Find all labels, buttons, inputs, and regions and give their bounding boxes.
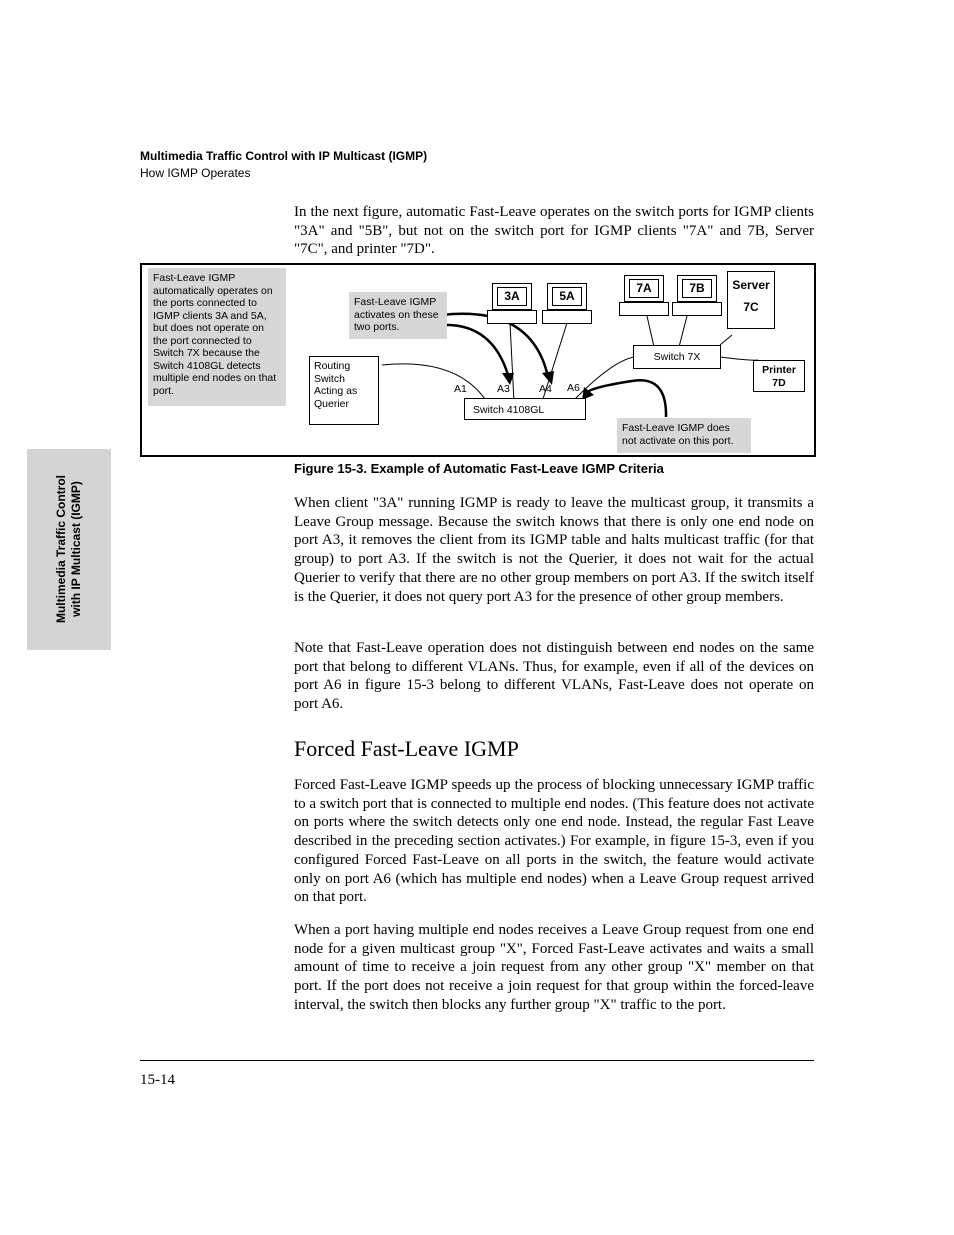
section-title: How IGMP Operates xyxy=(140,166,251,180)
client-7a-keyboard-icon xyxy=(619,302,669,316)
printer-id: 7D xyxy=(772,377,786,389)
port-a3-label: A3 xyxy=(497,383,510,395)
running-head xyxy=(140,148,427,182)
side-tab-label xyxy=(54,469,84,629)
client-3a-monitor-icon xyxy=(492,283,532,310)
figure-15-3 xyxy=(140,263,816,457)
port-a1-label: A1 xyxy=(454,383,467,395)
fast-leave-explanation-callout: Fast-Leave IGMP automatically operates on the ports connected to IGMP clients 3A and 5A, but does not operate on the port connected to Switch 7X because the Switch 4108GL detects multiple end nodes on that port. xyxy=(148,268,286,406)
querier-label: Routing Switch Acting as Querier xyxy=(314,360,358,410)
client-3a-keyboard-icon xyxy=(487,310,537,324)
client-5a-keyboard-icon xyxy=(542,310,592,324)
client-5a-monitor-icon xyxy=(547,283,587,310)
intro-paragraph: In the next figure, automatic Fast-Leave operates on the switch ports for IGMP clients "3A" and "5B", but not on the switch port for IGMP clients "7A" and 7B, Server "7C", and printer "7D". xyxy=(294,204,814,258)
paragraph-leave-group: When client "3A" running IGMP is ready to leave the multicast group, it transmits a Leave Group message. Because the switch knows that there is only one end node on port A3, it removes the client from its IGMP table and halts multicast traffic (for that group) to port A3. If the switch is not the Querier, it does not wait for the actual Querier to verify that there are no other group members on port A3. If the switch itself is the Querier, it does not query port A3 for the presence of other group members. xyxy=(294,495,814,605)
paragraph-vlan-note: Note that Fast-Leave operation does not distinguish between end nodes on the same port that belong to different VLANs. Thus, for example, even if all of the devices on port A6 in figure 15-3 belong to different VLANs, Fast-Leave does not operate on port A6. xyxy=(294,640,814,713)
section-heading: Forced Fast-Leave IGMP xyxy=(294,736,519,761)
client-5a-label: 5A xyxy=(552,287,582,306)
printer-label: Printer xyxy=(762,364,796,376)
switch-7x-label: Switch 7X xyxy=(653,351,701,363)
page-number: 15-14 xyxy=(140,1072,175,1088)
server-id: 7C xyxy=(743,300,759,314)
figure-caption: Figure 15-3. Example of Automatic Fast-Leave IGMP Criteria xyxy=(294,461,664,476)
chapter-title: Multimedia Traffic Control with IP Multicast (IGMP) xyxy=(140,149,428,163)
printer-7d xyxy=(753,360,805,392)
port-a4-label: A4 xyxy=(539,383,552,395)
switch-7x xyxy=(633,345,721,369)
server-label: Server xyxy=(732,278,770,292)
client-3a-label: 3A xyxy=(497,287,527,306)
client-7b-label: 7B xyxy=(682,279,712,298)
switch-4108gl xyxy=(464,398,586,420)
client-7b-monitor-icon xyxy=(677,275,717,302)
side-tab-line-1: Multimedia Traffic Control xyxy=(54,475,68,624)
client-7a-label: 7A xyxy=(629,279,659,298)
client-7a-monitor-icon xyxy=(624,275,664,302)
side-tab-line-2: with IP Multicast (IGMP) xyxy=(69,481,83,617)
paragraph-multiple-end-nodes: When a port having multiple end nodes receives a Leave Group request from one end node for a given multicast group "X", Forced Fast-Leave activates and waits a small amount of time to receive a join request from any other group "X" member on that port. If the port does not receive a join request for that group within the forced-leave interval, the switch then blocks any further group "X" traffic to the port. xyxy=(294,922,814,1013)
fast-leave-not-activate-callout: Fast-Leave IGMP does not activate on this port. xyxy=(617,418,751,453)
server-7c xyxy=(727,271,775,329)
fast-leave-activates-callout: Fast-Leave IGMP activates on these two ports. xyxy=(349,292,447,339)
switch-4108gl-label: Switch 4108GL xyxy=(473,404,545,416)
port-a6-label: A6 xyxy=(567,382,580,394)
side-tab xyxy=(27,449,111,650)
routing-switch-querier xyxy=(309,356,379,425)
footer-rule xyxy=(140,1060,814,1061)
client-7b-keyboard-icon xyxy=(672,302,722,316)
paragraph-forced-fast-leave: Forced Fast-Leave IGMP speeds up the process of blocking unnecessary IGMP traffic to a switch port that is connected to multiple end nodes. (This feature does not activate on ports where the switch detects only one end node. Instead, the regular Fast Leave described in the preceding section activates.) For example, in figure 15-3, even if you configured Forced Fast-Leave on all ports in the switch, the feature would activate only on port A6 (which has multiple end nodes) when a Leave Group request arrived on that port. xyxy=(294,777,814,906)
